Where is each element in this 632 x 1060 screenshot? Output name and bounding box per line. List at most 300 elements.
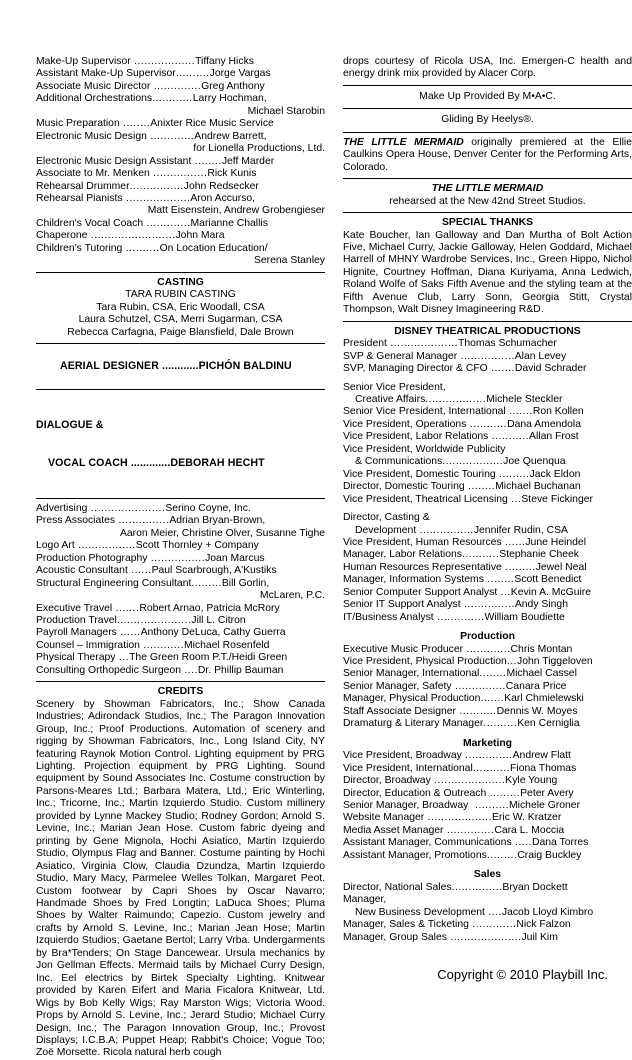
credit-role: Vice President, Broadway xyxy=(343,750,462,762)
divider-rule xyxy=(36,498,325,499)
credit-role-continued xyxy=(343,456,632,468)
credit-primary-line xyxy=(36,515,325,527)
credit-name: Fiona Thomas xyxy=(510,762,577,774)
credit-leader-dots: ........... xyxy=(456,705,497,717)
production-heading: Production xyxy=(460,631,515,643)
staff-credits-list xyxy=(36,56,325,268)
credit-entry xyxy=(36,181,325,193)
credit-leader-dots: ............. xyxy=(463,643,511,655)
credit-primary-line xyxy=(36,665,325,677)
credit-role: New Business Development xyxy=(355,906,485,918)
credit-leader-dots: ............ xyxy=(152,93,193,105)
credit-primary-line xyxy=(343,481,632,493)
credit-leader-dots: ....... xyxy=(505,406,533,418)
credit-leader-dots: .............. xyxy=(150,80,202,92)
credits-body: Scenery by Showman Fabricators, Inc.; Show Canada Industries; Adirondack Studios, Inc.; The Paragon Innovation Group, Inc.; Proof Productions. Automation of scenery and rigging by Showman Fabricators, Inc., Long Island City, NY featuring Raynok Motion Control. Lighting equipment by PRG Lighting. Projection equipment by PRG Lighting. Sound equipment by Sound Associates Inc. Costume construction by Parsons-Meares Ltd.; Barbara Matera, Ltd.; Eric Winterling, Inc.; Tricorne, Inc.; Martin Izquierdo Studio. Custom millinery provided by Lynne Mackey Studio; Rodney Gordon; Arnold S. Levine, Inc.; Marian Jean Hose. Custom fabric dyeing and printing by Gene Mignola, Hochi Asiatico, Martin Izquierdo Studio, Olympus Flag and Banner. Costume painting by Hochi Asiatico, Virginia Clow, Claudia Dzundza, Martin Izquierdo Studio, Mary Macy, Parmelee Welles Tolkan, Margaret Peot. Custom footwear by Capri Shoes by Oscar Navarro; Handmade Shoes by Fred Longtin; LaDuca Shoes; Pluma Shoes by Walter Raimundo; Capezio. Custom jewelry and crafts by Arnold S. Levine, Inc.; Marian Jean Hose; Martin Izquierdo Studios; Gaetane Bertol; Larry Vrba. Undergarments by Bra*Tenders; On Stage Dancewear. Ursula mechanics by Jon Gellman Effects. Mermaid tails by Michael Curry Design, Inc. Eel electrics by Birtek Specialty Lighting. Knitwear provided by Karen Eifert and Maria Ficalora Knitwear, Ltd. Wigs by Bob Kelly Wigs; Ray Marston Wigs; Victoria Wood. Props by Arnold S. Levine, Inc.; Jerard Studio; Michael Curry Design, Inc.; The Paragon Innovation Group, Inc.; Provost Displays; I.C.B.A; Puppet Heap; Rabbit's Choice; Vogue Too; Zoë Morsette. Ricola natural herb cough xyxy=(36,698,325,1059)
credit-role: Manager, xyxy=(343,894,387,906)
credit-role: Chaperone xyxy=(36,230,88,242)
credit-role: Director, Domestic Touring xyxy=(343,481,465,493)
credit-leader-dots: ................ xyxy=(147,552,206,564)
credit-entry xyxy=(343,706,632,718)
credit-leader-dots: ...................... xyxy=(116,615,192,627)
premiere-note xyxy=(343,137,632,174)
credit-primary-line xyxy=(343,562,632,574)
credit-entry xyxy=(36,243,325,268)
credit-name: Stephanie Cheek xyxy=(499,549,579,561)
credit-role: Consulting Orthopedic Surgeon xyxy=(36,664,181,676)
credit-primary-line xyxy=(343,419,632,431)
credit-leader-dots: ...... xyxy=(127,565,152,577)
credit-primary-line xyxy=(343,444,632,456)
credit-leader-dots: ... xyxy=(115,652,130,664)
credit-role: Director, Broadway xyxy=(343,775,431,787)
credit-leader-dots: ............. xyxy=(146,130,195,142)
credit-entry xyxy=(343,444,632,469)
credit-name: Robert Arnao, Patricia McRory xyxy=(139,602,280,614)
credit-name: Michael Buchanan xyxy=(495,481,581,493)
credit-name: On Location Education/ xyxy=(159,242,268,254)
credit-primary-line xyxy=(343,718,632,730)
credit-role: Senior Vice President, xyxy=(343,381,446,393)
credit-primary-line xyxy=(343,338,632,350)
credit-name-continued: Serena Stanley xyxy=(253,255,325,267)
credit-leader-dots: ................... xyxy=(122,192,191,204)
credit-name: Joan Marcus xyxy=(205,552,265,564)
credit-primary-line xyxy=(36,56,325,68)
credit-name: Tiffany Hicks xyxy=(195,56,254,67)
disney-sales-list xyxy=(343,882,632,944)
credit-leader-dots: ........ xyxy=(483,574,515,586)
credit-primary-line xyxy=(343,656,632,668)
credit-leader-dots: ........... xyxy=(488,431,530,443)
credit-name: Ron Kollen xyxy=(532,406,584,418)
dialogue-vocal-coach-credit xyxy=(36,394,325,494)
credit-name: Bryan Dockett xyxy=(502,881,568,893)
credit-role: Assistant Manager, Promotions xyxy=(343,849,487,861)
credit-leader-dots: ............. xyxy=(143,217,191,229)
credit-role: Vice President, Physical Production xyxy=(343,656,507,668)
credit-role: Media Asset Manager xyxy=(343,824,444,836)
credit-primary-line xyxy=(36,156,325,168)
credit-entry xyxy=(343,494,632,506)
credit-role: Senior IT Support Analyst xyxy=(343,599,461,611)
credit-role: Manager, Group Sales xyxy=(343,931,447,943)
credit-primary-line xyxy=(343,494,632,506)
credit-role: Development xyxy=(355,524,417,536)
credit-primary-line xyxy=(343,382,632,394)
credit-name: Steve Fickinger xyxy=(521,493,593,505)
casting-line: Tara Rubin, CSA, Eric Woodall, CSA xyxy=(96,301,265,313)
credit-entry xyxy=(343,587,632,599)
divider-rule xyxy=(343,85,632,86)
spacer xyxy=(343,731,632,737)
credit-primary-line xyxy=(343,750,632,762)
credit-name: Alan Levey xyxy=(514,350,567,362)
credit-leader-dots: ... xyxy=(497,586,511,598)
credit-name-continued: Michael Starobin xyxy=(247,105,325,117)
credit-primary-line xyxy=(343,549,632,561)
credit-name: Scott Thornley + Company xyxy=(135,540,259,552)
credit-leader-dots: .......... xyxy=(468,800,509,812)
credit-primary-line xyxy=(343,800,632,812)
credit-entry xyxy=(343,351,632,363)
casting-line: Laura Schutzel, CSA, Merri Sugarman, CSA xyxy=(78,314,283,326)
credit-role: Director, National Sales xyxy=(343,881,452,893)
credit-leader-dots: ..... xyxy=(511,837,532,849)
credit-entry xyxy=(36,665,325,677)
credit-role: Manager, Physical Production xyxy=(343,693,481,705)
credit-name: Michele Steckler xyxy=(486,393,563,405)
credit-entry xyxy=(343,850,632,862)
credit-name: John Mara xyxy=(175,230,225,242)
credit-primary-line xyxy=(36,181,325,193)
credit-name: Allan Frost xyxy=(529,431,579,443)
credit-leader-dots: ....... xyxy=(487,363,515,375)
credit-role: Senior Manager, Broadway xyxy=(343,800,469,812)
credit-entry xyxy=(343,825,632,837)
credit-name: Jennifer Rudin, CSA xyxy=(473,524,568,536)
credit-leader-dots: .... xyxy=(484,906,502,918)
credit-role: Creative Affairs xyxy=(355,393,426,405)
credit-name: Jack Eldon xyxy=(529,468,581,480)
credit-role: Director, Casting & xyxy=(343,512,430,524)
sales-heading: Sales xyxy=(473,869,502,881)
credit-role: Website Manager xyxy=(343,812,425,824)
credit-leader-dots: ......... xyxy=(191,577,222,589)
credit-primary-line xyxy=(36,168,325,180)
credit-role: Rehearsal Drummer xyxy=(36,180,130,192)
credit-name: Paul Scarbrough, A'Kustiks xyxy=(151,565,277,577)
credit-primary-line xyxy=(343,363,632,375)
credit-name: Nick Falzon xyxy=(516,919,571,931)
credit-name: Bill Gorlin, xyxy=(221,577,270,589)
credit-name-continued: Matt Eisenstein, Andrew Grobengieser xyxy=(147,205,325,217)
credit-name-continued: Aaron Meier, Christine Olver, Susanne Tighe xyxy=(119,527,325,539)
credit-leader-dots: ..................... xyxy=(430,775,506,787)
credit-name: Aron Accurso, xyxy=(190,192,256,204)
credit-primary-line xyxy=(36,230,325,242)
credit-primary-line xyxy=(343,431,632,443)
credit-leader-dots: ... xyxy=(507,493,522,505)
credit-entry xyxy=(36,218,325,230)
credit-leader-dots: ................. xyxy=(74,540,136,552)
credit-primary-line xyxy=(36,93,325,105)
credit-role: Vice President, International xyxy=(343,762,473,774)
credit-entry xyxy=(343,549,632,561)
credit-primary-line xyxy=(343,351,632,363)
credit-leader-dots: .......... xyxy=(483,718,518,730)
credit-role: Production Photography xyxy=(36,552,148,564)
credit-primary-line xyxy=(343,919,632,931)
credit-leader-dots: .......... xyxy=(122,242,160,254)
credit-name: Rick Kunis xyxy=(207,168,257,180)
credit-name: John Tiggeloven xyxy=(517,656,593,668)
credit-primary-line xyxy=(343,775,632,787)
credit-entry xyxy=(36,168,325,180)
credit-leader-dots: ......................... xyxy=(87,230,176,242)
credit-primary-line xyxy=(36,627,325,639)
credit-leader-dots: ............ xyxy=(139,639,184,651)
credit-primary-line xyxy=(343,706,632,718)
credit-primary-line xyxy=(343,894,632,906)
credit-role: Press Associates xyxy=(36,515,116,527)
credit-role: Payroll Managers xyxy=(36,627,117,639)
credit-name: Chris Montan xyxy=(510,643,573,655)
credit-entry xyxy=(343,894,632,919)
right-column xyxy=(343,56,632,944)
credit-primary-line xyxy=(343,469,632,481)
credit-primary-line xyxy=(343,406,632,418)
credits-continued: drops courtesy of Ricola USA, Inc. Emergen-C health and energy drink mix provided by Alacer Corp. xyxy=(343,56,632,80)
credit-primary-line xyxy=(343,587,632,599)
credit-primary-line xyxy=(36,603,325,615)
credit-entry xyxy=(343,644,632,656)
credit-name: Jill L. Citron xyxy=(191,615,246,627)
credit-leader-dots: ....... xyxy=(112,602,140,614)
credit-primary-line xyxy=(343,599,632,611)
credit-name: Dana Torres xyxy=(531,837,589,849)
credit-entry xyxy=(343,406,632,418)
credit-name: Cara L. Moccia xyxy=(494,824,565,836)
credit-name: Thomas Schumacher xyxy=(458,338,557,350)
credit-name: William Boudiette xyxy=(484,611,565,623)
credit-name: Ken Cerniglia xyxy=(517,718,580,730)
credit-role: Vice President, Human Resources xyxy=(343,536,502,548)
credit-name: Dana Amendola xyxy=(507,418,582,430)
credit-entry xyxy=(343,763,632,775)
credit-leader-dots: .............. xyxy=(443,824,495,836)
credit-leader-dots: ............... xyxy=(115,515,170,527)
credit-role: Music Preparation xyxy=(36,118,120,130)
disney-hr-staff-list xyxy=(343,512,632,624)
divider-rule xyxy=(343,132,632,133)
credit-entry xyxy=(36,603,325,615)
credit-role: Children's Tutoring xyxy=(36,242,123,254)
credit-primary-line xyxy=(343,837,632,849)
casting-lines xyxy=(36,289,325,339)
credit-entry xyxy=(36,193,325,218)
special-thanks-heading: SPECIAL THANKS xyxy=(441,217,534,229)
credit-primary-line xyxy=(36,565,325,577)
credit-name: Eric W. Kratzer xyxy=(492,812,562,824)
credit-entry xyxy=(36,81,325,93)
credit-primary-line xyxy=(343,850,632,862)
credit-leader-dots: ...... xyxy=(116,627,141,639)
credit-entry xyxy=(343,681,632,693)
aerial-designer-role: AERIAL DESIGNER xyxy=(59,360,159,373)
vocal-coach-dots: ............. xyxy=(127,456,171,469)
credit-name: Andrew Barrett, xyxy=(194,130,267,142)
credit-role: Executive Music Producer xyxy=(343,643,464,655)
credit-leader-dots: ...................... xyxy=(87,502,166,514)
credit-name: Scott Benedict xyxy=(514,574,582,586)
credit-primary-line xyxy=(36,243,325,255)
credit-name: Dennis W. Moyes xyxy=(496,705,578,717)
credit-leader-dots: .... xyxy=(180,664,198,676)
aerial-designer-dots: ............ xyxy=(158,360,199,373)
copyright-notice: Copyright © 2010 Playbill Inc. xyxy=(437,967,608,982)
credit-primary-line xyxy=(343,932,632,944)
credit-entry xyxy=(343,750,632,762)
credit-primary-line xyxy=(343,825,632,837)
dialogue-label: DIALOGUE & xyxy=(36,419,104,432)
credit-entry xyxy=(343,574,632,586)
credit-primary-line xyxy=(343,574,632,586)
credit-entry xyxy=(36,578,325,603)
left-column xyxy=(36,56,325,1060)
credit-primary-line xyxy=(343,668,632,680)
credit-role-continued xyxy=(343,394,632,406)
credit-leader-dots: ......... xyxy=(501,561,536,573)
credit-primary-line xyxy=(343,512,632,524)
credit-leader-dots: ........... xyxy=(472,762,511,774)
credit-leader-dots: ........... xyxy=(462,549,500,561)
credit-primary-line xyxy=(343,763,632,775)
credit-primary-line xyxy=(343,812,632,824)
credit-name: Serino Coyne, Inc. xyxy=(165,502,251,514)
credit-leader-dots: ............... xyxy=(451,680,506,692)
credit-entry xyxy=(343,469,632,481)
credit-role: Vice President, Operations xyxy=(343,418,467,430)
credit-entry xyxy=(343,668,632,680)
credit-primary-line xyxy=(343,882,632,894)
credit-name-continued: for Lionella Productions, Ltd. xyxy=(193,143,325,155)
credit-name: The Green Room P.T./Heidi Green xyxy=(129,652,288,664)
credit-entry xyxy=(343,919,632,931)
credit-primary-line xyxy=(36,81,325,93)
credit-name: Craig Buckley xyxy=(517,849,582,861)
credit-role: Senior Computer Support Analyst xyxy=(343,586,498,598)
credit-primary-line xyxy=(36,118,325,130)
credit-leader-dots: .................. xyxy=(442,456,504,468)
disney-marketing-list xyxy=(343,750,632,862)
casting-heading: CASTING xyxy=(157,276,204,288)
credit-leader-dots: .............. xyxy=(433,611,485,623)
credit-name: Kyle Young xyxy=(505,775,558,787)
credit-name: Larry Hochman, xyxy=(192,93,267,105)
credit-role: Vice President, Worldwide Publicity xyxy=(343,443,506,455)
credit-name: Peter Avery xyxy=(520,787,574,799)
credit-role: Staff Associate Designer xyxy=(343,705,457,717)
vocal-coach-role: VOCAL COACH xyxy=(48,456,128,469)
credit-entry xyxy=(36,93,325,118)
credit-leader-dots: ......... xyxy=(495,468,530,480)
credit-role: Manager, Information Systems xyxy=(343,574,484,586)
credit-leader-dots: ... xyxy=(506,656,518,668)
vocal-coach-name: DEBORAH HECHT xyxy=(170,456,265,469)
divider-rule xyxy=(343,321,632,322)
credit-name: Anthony DeLuca, Cathy Guerra xyxy=(140,627,286,639)
credit-leader-dots: .................. xyxy=(425,393,487,405)
credit-entry xyxy=(343,338,632,350)
credit-leader-dots: ................... xyxy=(424,812,492,824)
credit-entry xyxy=(343,882,632,894)
credit-entry xyxy=(343,656,632,668)
credit-entry xyxy=(343,562,632,574)
divider-rule xyxy=(343,212,632,213)
credit-name: Jeff Marder xyxy=(221,155,275,167)
credit-role: Acoustic Consultant xyxy=(36,565,128,577)
marketing-heading: Marketing xyxy=(462,737,513,749)
credit-name: Marianne Challis xyxy=(190,217,268,229)
credit-primary-line xyxy=(36,578,325,590)
credit-entry xyxy=(343,382,632,407)
credit-name: Greg Anthony xyxy=(201,80,265,92)
credit-role-continued xyxy=(343,525,632,537)
divider-rule xyxy=(343,108,632,109)
disney-production-list xyxy=(343,644,632,731)
rehearsal-note-text: rehearsed at the New 42nd Street Studios. xyxy=(389,195,586,207)
credit-role: SVP, Managing Director & CFO xyxy=(343,363,488,375)
credit-entry xyxy=(36,540,325,552)
credit-entry xyxy=(343,932,632,944)
credit-role: Additional Orchestrations xyxy=(36,93,153,105)
disney-heading: DISNEY THEATRICAL PRODUCTIONS xyxy=(394,325,581,337)
credit-entry xyxy=(343,788,632,800)
credit-leader-dots: ........ xyxy=(119,118,151,130)
credit-primary-line xyxy=(36,503,325,515)
credit-role: Manager, Labor Relations xyxy=(343,549,462,561)
credit-entry xyxy=(36,503,325,515)
spacer xyxy=(343,624,632,630)
credit-entry xyxy=(36,230,325,242)
credit-role: Production Travel xyxy=(36,615,117,627)
credit-name: Michele Groner xyxy=(509,800,581,812)
credit-primary-line xyxy=(343,537,632,549)
credit-name: June Heindel xyxy=(525,536,587,548)
credit-name: David Schrader xyxy=(514,363,587,375)
credit-role: Human Resources Representative xyxy=(343,561,502,573)
credit-role: Senior Manager, International xyxy=(343,668,480,680)
divider-rule xyxy=(36,681,325,682)
special-thanks-body: Kate Boucher, Ian Galloway and Dan Murtha of Bolt Action Five, Michael Curry, Jackie Galloway, Helen Goddard, Michael Harrell of MHNY Wardrobe Services, Inc., Green Hippo, Nichol Hignite, Courtney Hoffman, Diana Kuriyama, Anna Ledwich, Roland Wolfe of Saks Fifth Avenue and the styling team at the Fifth Avenue Club, Larry Sonn, Georgia Stitt, Crystal Thompson, Walt Disney Imagineering R&D. xyxy=(343,229,632,316)
credit-role: Manager, Sales & Ticketing xyxy=(343,919,469,931)
credit-role: Associate to Mr. Menken xyxy=(36,168,150,180)
credit-entry xyxy=(343,612,632,624)
credit-leader-dots: ........ xyxy=(464,481,496,493)
credit-role: Assistant Make-Up Supervisor xyxy=(36,68,176,80)
credit-primary-line xyxy=(36,131,325,143)
credit-primary-line xyxy=(36,218,325,230)
credit-leader-dots: ................ xyxy=(416,524,474,536)
credit-leader-dots: ............... xyxy=(451,881,503,893)
credit-leader-dots: ................ xyxy=(129,180,184,192)
credit-role: Electronic Music Design Assistant xyxy=(36,155,192,167)
credit-primary-line xyxy=(36,615,325,627)
credit-leader-dots: ............... xyxy=(460,599,515,611)
credit-entry xyxy=(36,565,325,577)
premiere-show-title: THE LITTLE MERMAID xyxy=(343,136,464,148)
credit-role: Director, Education & Outreach xyxy=(343,787,487,799)
credit-leader-dots: ................ xyxy=(457,350,515,362)
credit-primary-line xyxy=(343,612,632,624)
credit-primary-line xyxy=(343,681,632,693)
credit-entry xyxy=(343,431,632,443)
disney-executives-list xyxy=(343,338,632,375)
credit-name: Michael Rosenfeld xyxy=(183,639,270,651)
divider-rule xyxy=(36,343,325,344)
credit-role: Associate Music Director xyxy=(36,80,151,92)
credit-entry xyxy=(36,640,325,652)
credit-role: Executive Travel xyxy=(36,602,113,614)
credit-entry xyxy=(36,118,325,130)
credit-leader-dots: ............. xyxy=(468,919,517,931)
credit-primary-line xyxy=(36,652,325,664)
credit-role: President xyxy=(343,338,387,350)
divider-rule xyxy=(36,272,325,273)
credit-name: John Redsecker xyxy=(183,180,259,192)
credit-role: Assistant Manager, Communications xyxy=(343,837,512,849)
